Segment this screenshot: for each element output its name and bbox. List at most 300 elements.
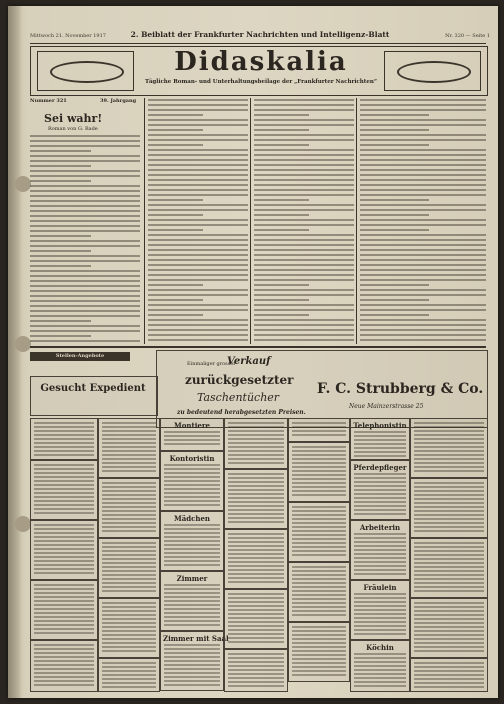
text-line-texture (30, 295, 140, 297)
text-line-texture (414, 438, 484, 440)
text-line-texture (102, 614, 156, 616)
text-line-texture (354, 455, 406, 457)
text-line-texture (254, 264, 354, 266)
text-line-texture (164, 532, 220, 534)
text-line-texture (414, 670, 484, 672)
text-line-texture (292, 666, 346, 668)
text-line-texture (414, 570, 484, 572)
binding-hole (15, 336, 31, 352)
text-line-texture (102, 438, 156, 440)
text-line-texture (292, 658, 346, 660)
text-line-texture (164, 492, 220, 494)
text-line-texture (354, 569, 406, 571)
text-line-texture (360, 274, 486, 276)
newspaper-page (8, 6, 498, 698)
text-line-texture (164, 648, 220, 650)
text-line-texture (102, 626, 156, 628)
text-line-texture (34, 430, 94, 432)
text-line-texture (254, 214, 309, 216)
text-line-texture (292, 426, 346, 428)
text-line-texture (292, 466, 346, 468)
text-line-texture (102, 638, 156, 640)
text-line-texture (228, 454, 284, 456)
text-line-texture (292, 646, 346, 648)
text-line-texture (354, 549, 406, 551)
text-line-texture (34, 454, 94, 456)
text-line-texture (414, 574, 484, 576)
text-line-texture (354, 435, 406, 437)
text-line-texture (30, 140, 140, 142)
text-line-texture (414, 590, 484, 592)
classified-ad-title: Montiere (174, 421, 210, 430)
text-line-texture (102, 430, 156, 432)
text-line-texture (354, 509, 406, 511)
text-line-texture (228, 593, 284, 595)
text-line-texture (414, 678, 484, 680)
text-line-texture (354, 593, 406, 595)
text-line-texture (360, 264, 486, 266)
text-line-texture (30, 180, 91, 182)
text-line-texture (228, 609, 284, 611)
text-line-texture (292, 606, 346, 608)
text-line-texture (414, 446, 484, 448)
text-line-texture (164, 652, 220, 654)
classified-ad (30, 640, 98, 692)
text-line-texture (30, 190, 140, 192)
text-line-texture (354, 431, 406, 433)
text-line-texture (354, 533, 406, 535)
text-line-texture (30, 335, 91, 337)
text-line-texture (30, 250, 91, 252)
text-line-texture (292, 598, 346, 600)
text-line-texture (34, 480, 94, 482)
text-line-texture (254, 299, 309, 301)
text-line-texture (34, 536, 94, 538)
page-number: Nr. 320 — Seite 1 (445, 33, 490, 39)
text-line-texture (102, 518, 156, 520)
text-line-texture (34, 672, 94, 674)
text-line-texture (354, 629, 406, 631)
text-line-texture (354, 613, 406, 615)
text-line-texture (164, 484, 220, 486)
text-line-texture (34, 472, 94, 474)
text-line-texture (102, 502, 156, 504)
classified-ad-title: Mädchen (173, 514, 211, 523)
text-line-texture (360, 284, 429, 286)
text-line-texture (228, 665, 284, 667)
text-line-texture (354, 633, 406, 635)
classified-ad (160, 451, 224, 511)
text-line-texture (164, 556, 220, 558)
classified-ad (410, 478, 488, 538)
text-line-texture (34, 652, 94, 654)
text-line-texture (360, 244, 486, 246)
classified-ad-title: Arbeiterin (359, 523, 401, 532)
text-line-texture (254, 279, 354, 281)
text-line-texture (254, 164, 354, 166)
text-line-texture (254, 149, 354, 151)
text-line-texture (254, 249, 354, 251)
classified-ad (98, 478, 160, 538)
text-line-texture (292, 538, 346, 540)
text-line-texture (354, 513, 406, 515)
text-line-texture (228, 641, 284, 643)
text-line-texture (354, 501, 406, 503)
text-line-texture (148, 124, 248, 126)
text-line-texture (414, 566, 484, 568)
text-line-texture (292, 594, 346, 596)
article-column (148, 98, 248, 344)
text-line-texture (148, 259, 248, 261)
text-line-texture (148, 129, 203, 131)
text-line-texture (414, 550, 484, 552)
text-line-texture (254, 259, 354, 261)
text-line-texture (354, 439, 406, 441)
text-line-texture (414, 634, 484, 636)
text-line-texture (102, 454, 156, 456)
text-line-texture (34, 588, 94, 590)
text-line-texture (292, 638, 346, 640)
text-line-texture (360, 229, 429, 231)
text-line-texture (34, 476, 94, 478)
text-line-texture (228, 477, 284, 479)
classified-ad-title: Kontoristin (169, 454, 215, 463)
text-line-texture (148, 269, 248, 271)
text-line-texture (148, 339, 248, 341)
text-line-texture (34, 496, 94, 498)
text-line-texture (292, 482, 346, 484)
text-line-texture (292, 610, 346, 612)
text-line-texture (360, 99, 486, 101)
text-line-texture (164, 600, 220, 602)
text-line-texture (164, 431, 220, 433)
text-line-texture (254, 139, 354, 141)
text-line-texture (360, 294, 486, 296)
text-line-texture (360, 309, 486, 311)
text-line-texture (30, 160, 140, 162)
text-line-texture (254, 319, 354, 321)
text-line-texture (102, 458, 156, 460)
text-line-texture (292, 474, 346, 476)
text-line-texture (354, 489, 406, 491)
text-line-texture (360, 254, 486, 256)
text-line-texture (354, 485, 406, 487)
text-line-texture (354, 605, 406, 607)
stellen-angebote-header: Stellen-Angebote (30, 352, 130, 361)
text-line-texture (164, 680, 220, 682)
text-line-texture (292, 434, 346, 436)
text-line-texture (102, 526, 156, 528)
text-line-texture (148, 149, 248, 151)
text-line-texture (292, 518, 346, 520)
text-line-texture (228, 577, 284, 579)
text-line-texture (34, 572, 94, 574)
text-line-texture (414, 642, 484, 644)
text-line-texture (30, 265, 91, 267)
text-line-texture (292, 430, 346, 432)
text-line-texture (414, 430, 484, 432)
text-line-texture (360, 164, 486, 166)
text-line-texture (254, 129, 309, 131)
text-line-texture (414, 494, 484, 496)
ad-verkauf (156, 350, 488, 428)
text-line-texture (254, 324, 354, 326)
text-line-texture (30, 245, 140, 247)
text-line-texture (254, 314, 309, 316)
text-line-texture (360, 149, 486, 151)
text-line-texture (148, 254, 248, 256)
text-line-texture (414, 506, 484, 508)
text-line-texture (148, 214, 203, 216)
text-line-texture (148, 209, 248, 211)
text-line-texture (228, 681, 284, 683)
text-line-texture (414, 502, 484, 504)
text-line-texture (354, 661, 406, 663)
text-line-texture (292, 534, 346, 536)
text-line-texture (102, 590, 156, 592)
text-line-texture (354, 621, 406, 623)
classified-ad (410, 538, 488, 598)
text-line-texture (254, 134, 354, 136)
text-line-texture (414, 526, 484, 528)
classified-ad (350, 418, 410, 460)
text-line-texture (360, 194, 486, 196)
classified-ad (288, 502, 350, 562)
text-line-texture (102, 646, 156, 648)
text-line-texture (30, 325, 140, 327)
text-line-texture (102, 606, 156, 608)
text-line-texture (228, 442, 284, 444)
text-line-texture (102, 426, 156, 428)
text-line-texture (414, 650, 484, 652)
text-line-texture (292, 650, 346, 652)
text-line-texture (228, 430, 284, 432)
text-line-texture (254, 289, 354, 291)
text-line-texture (254, 309, 354, 311)
text-line-texture (30, 280, 140, 282)
classified-ad (410, 418, 488, 478)
text-line-texture (164, 496, 220, 498)
text-line-texture (102, 442, 156, 444)
text-line-texture (360, 189, 486, 191)
text-line-texture (414, 542, 484, 544)
text-line-texture (34, 616, 94, 618)
text-line-texture (164, 435, 220, 437)
text-line-texture (360, 179, 486, 181)
text-line-texture (102, 422, 156, 424)
text-line-texture (30, 135, 140, 137)
text-line-texture (102, 678, 156, 680)
classified-ad (350, 580, 410, 640)
text-line-texture (354, 673, 406, 675)
classified-ad (350, 640, 410, 692)
text-line-texture (34, 620, 94, 622)
text-line-texture (102, 510, 156, 512)
text-line-texture (102, 566, 156, 568)
text-line-texture (354, 625, 406, 627)
issue-date: Mittwoch 21. November 1917 (30, 33, 106, 39)
text-line-texture (164, 548, 220, 550)
text-line-texture (414, 686, 484, 688)
text-line-texture (34, 544, 94, 546)
text-line-texture (292, 522, 346, 524)
text-line-texture (414, 582, 484, 584)
classified-ad-title: Köchin (366, 643, 394, 652)
text-line-texture (102, 610, 156, 612)
text-line-texture (360, 104, 486, 106)
text-line-texture (354, 565, 406, 567)
text-line-texture (360, 299, 429, 301)
text-line-texture (254, 189, 354, 191)
text-line-texture (292, 486, 346, 488)
text-line-texture (102, 434, 156, 436)
text-line-texture (254, 284, 309, 286)
text-line-texture (102, 630, 156, 632)
text-line-texture (148, 199, 203, 201)
binding-edge (8, 6, 22, 698)
text-line-texture (102, 558, 156, 560)
text-line-texture (148, 154, 248, 156)
text-line-texture (228, 565, 284, 567)
text-line-texture (354, 657, 406, 659)
text-line-texture (102, 634, 156, 636)
text-line-texture (34, 524, 94, 526)
text-line-texture (30, 300, 140, 302)
text-line-texture (164, 468, 220, 470)
text-line-texture (148, 189, 248, 191)
text-line-texture (292, 422, 346, 424)
text-line-texture (164, 528, 220, 530)
novel-title: Sei wahr! (44, 112, 103, 125)
text-line-texture (414, 426, 484, 428)
text-line-texture (292, 462, 346, 464)
text-line-texture (354, 573, 406, 575)
text-line-texture (360, 249, 486, 251)
text-line-texture (30, 255, 140, 257)
binding-hole (15, 516, 31, 532)
text-line-texture (360, 204, 486, 206)
text-line-texture (354, 493, 406, 495)
text-line-texture (34, 592, 94, 594)
text-line-texture (292, 674, 346, 676)
text-line-texture (254, 339, 354, 341)
classified-ad-title: Zimmer mit Saal (163, 634, 229, 643)
text-line-texture (164, 624, 220, 626)
text-line-texture (102, 674, 156, 676)
text-line-texture (414, 558, 484, 560)
text-line-texture (228, 513, 284, 515)
text-line-texture (34, 648, 94, 650)
classified-ad (288, 562, 350, 622)
text-line-texture (228, 517, 284, 519)
text-line-texture (228, 617, 284, 619)
ad-firm: F. C. Strubberg & Co. (317, 381, 484, 397)
text-line-texture (102, 622, 156, 624)
text-line-texture (354, 541, 406, 543)
text-line-texture (102, 514, 156, 516)
text-line-texture (228, 545, 284, 547)
text-line-texture (34, 552, 94, 554)
text-line-texture (414, 422, 484, 424)
text-line-texture (414, 602, 484, 604)
text-line-texture (30, 330, 140, 332)
text-line-texture (254, 224, 354, 226)
text-line-texture (30, 145, 140, 147)
classified-ad (350, 460, 410, 520)
text-line-texture (148, 239, 248, 241)
text-line-texture (102, 490, 156, 492)
text-line-texture (164, 480, 220, 482)
text-line-texture (102, 498, 156, 500)
text-line-texture (414, 578, 484, 580)
text-line-texture (414, 518, 484, 520)
text-line-texture (360, 144, 429, 146)
classified-ad (288, 418, 350, 442)
text-line-texture (102, 494, 156, 496)
text-line-texture (102, 530, 156, 532)
text-line-texture (292, 510, 346, 512)
text-line-texture (30, 185, 140, 187)
text-line-texture (254, 234, 354, 236)
text-line-texture (292, 458, 346, 460)
header-rule (30, 43, 486, 44)
text-line-texture (228, 473, 284, 475)
text-line-texture (102, 470, 156, 472)
text-line-texture (354, 665, 406, 667)
text-line-texture (34, 656, 94, 658)
text-line-texture (228, 533, 284, 535)
text-line-texture (228, 597, 284, 599)
text-line-texture (360, 329, 486, 331)
text-line-texture (228, 537, 284, 539)
text-line-texture (34, 504, 94, 506)
text-line-texture (164, 488, 220, 490)
text-line-texture (228, 653, 284, 655)
text-line-texture (292, 630, 346, 632)
classified-ad (224, 418, 288, 469)
ad-zurueck: zurückgesetzter (185, 373, 294, 387)
text-line-texture (254, 329, 354, 331)
text-line-texture (30, 210, 140, 212)
ornament-left (37, 51, 134, 91)
text-line-texture (102, 670, 156, 672)
text-line-texture (228, 621, 284, 623)
text-line-texture (354, 497, 406, 499)
text-line-texture (30, 170, 140, 172)
text-line-texture (354, 597, 406, 599)
ad-verkauf-line1: Einmaliger grosser (187, 361, 236, 367)
text-line-texture (34, 492, 94, 494)
classified-ad (30, 460, 98, 520)
text-line-texture (34, 668, 94, 670)
text-line-texture (34, 548, 94, 550)
text-line-texture (414, 482, 484, 484)
text-line-texture (254, 209, 354, 211)
text-line-texture (34, 438, 94, 440)
text-line-texture (360, 339, 486, 341)
text-line-texture (34, 500, 94, 502)
classified-ad (224, 589, 288, 649)
text-line-texture (254, 169, 354, 171)
text-line-texture (34, 660, 94, 662)
text-line-texture (414, 666, 484, 668)
text-line-texture (30, 225, 140, 227)
text-line-texture (102, 462, 156, 464)
text-line-texture (164, 439, 220, 441)
text-line-texture (360, 219, 486, 221)
text-line-texture (148, 244, 248, 246)
text-line-texture (102, 554, 156, 556)
